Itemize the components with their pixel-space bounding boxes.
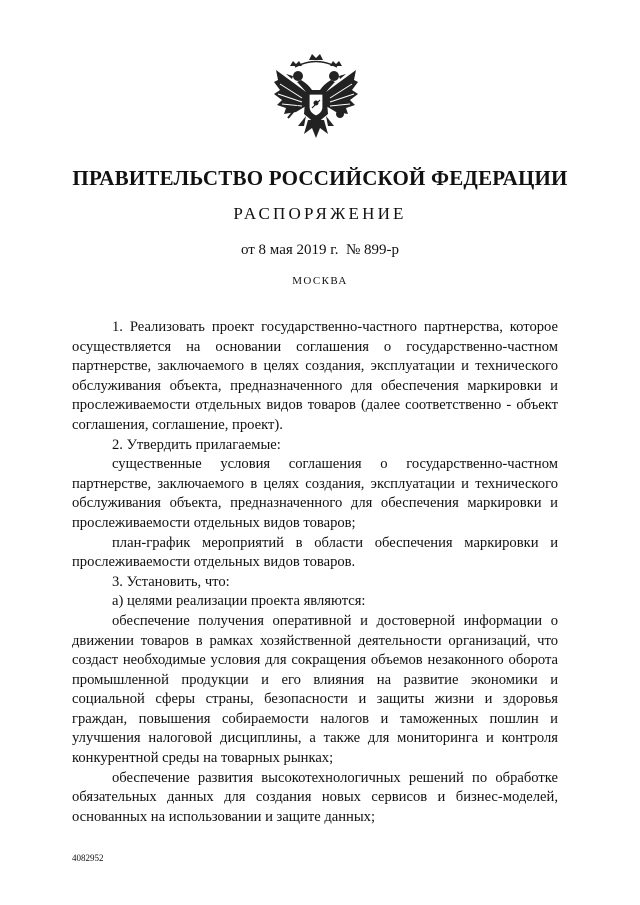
coat-of-arms-icon (268, 50, 364, 150)
paragraph: 1. Реализовать проект государственно-частного партнерства, которое осуществляется на основании соглашения о государственно-частном партнерстве, заключаемого в целях создания, эксплуатации и технического обслуживания объекта, предназначенного для обеспечения маркировки и прослеживаемости отдельных видов товаров (далее соответственно - объект соглашения, соглашение, проект). (72, 319, 558, 433)
paragraph: 2. Утвердить прилагаемые: (112, 436, 281, 453)
paragraph: а) целями реализации проекта являются: (112, 593, 366, 610)
document-type: РАСПОРЯЖЕНИЕ (233, 204, 407, 223)
paragraph: существенные условия соглашения о государственно-частном партнерстве, заключаемого в целях создания, эксплуатации и технического обслуживания объекта, предназначенного для обеспечения маркировки и прослеживаемости отдельных видов товаров; (72, 456, 558, 531)
footer-document-code: 4082952 (72, 853, 104, 863)
paragraph: обеспечение получения оперативной и достоверной информации о движении товаров в рамках хозяйственной деятельности организаций, что создаст необходимые условия для сокращения объемов незаконного оборота промышленной продукции и его влияния на развитие экономики и социальной сферы страны, безопасности и защиты жизни и здоровья граждан, повышения собираемости налогов и таможенных пошлин и улучшения налоговой дисциплины, а также для мониторинга и контроля конкурентной среды на товарных рынках; (72, 612, 558, 767)
document-city: МОСКВА (292, 275, 348, 287)
government-title: ПРАВИТЕЛЬСТВО РОССИЙСКОЙ ФЕДЕРАЦИИ (72, 166, 568, 190)
paragraph: 3. Установить, что: (112, 573, 230, 590)
paragraph: обеспечение развития высокотехнологичных решений по обработке обязательных данных для создания новых сервисов и бизнес-моделей, основанных на использовании и защите данных; (72, 769, 558, 825)
document-body (72, 318, 558, 827)
paragraph: план-график мероприятий в области обеспечения маркировки и прослеживаемости отдельных видов товаров. (72, 534, 558, 571)
document-date-number: от 8 мая 2019 г. № 899-р (240, 242, 400, 258)
